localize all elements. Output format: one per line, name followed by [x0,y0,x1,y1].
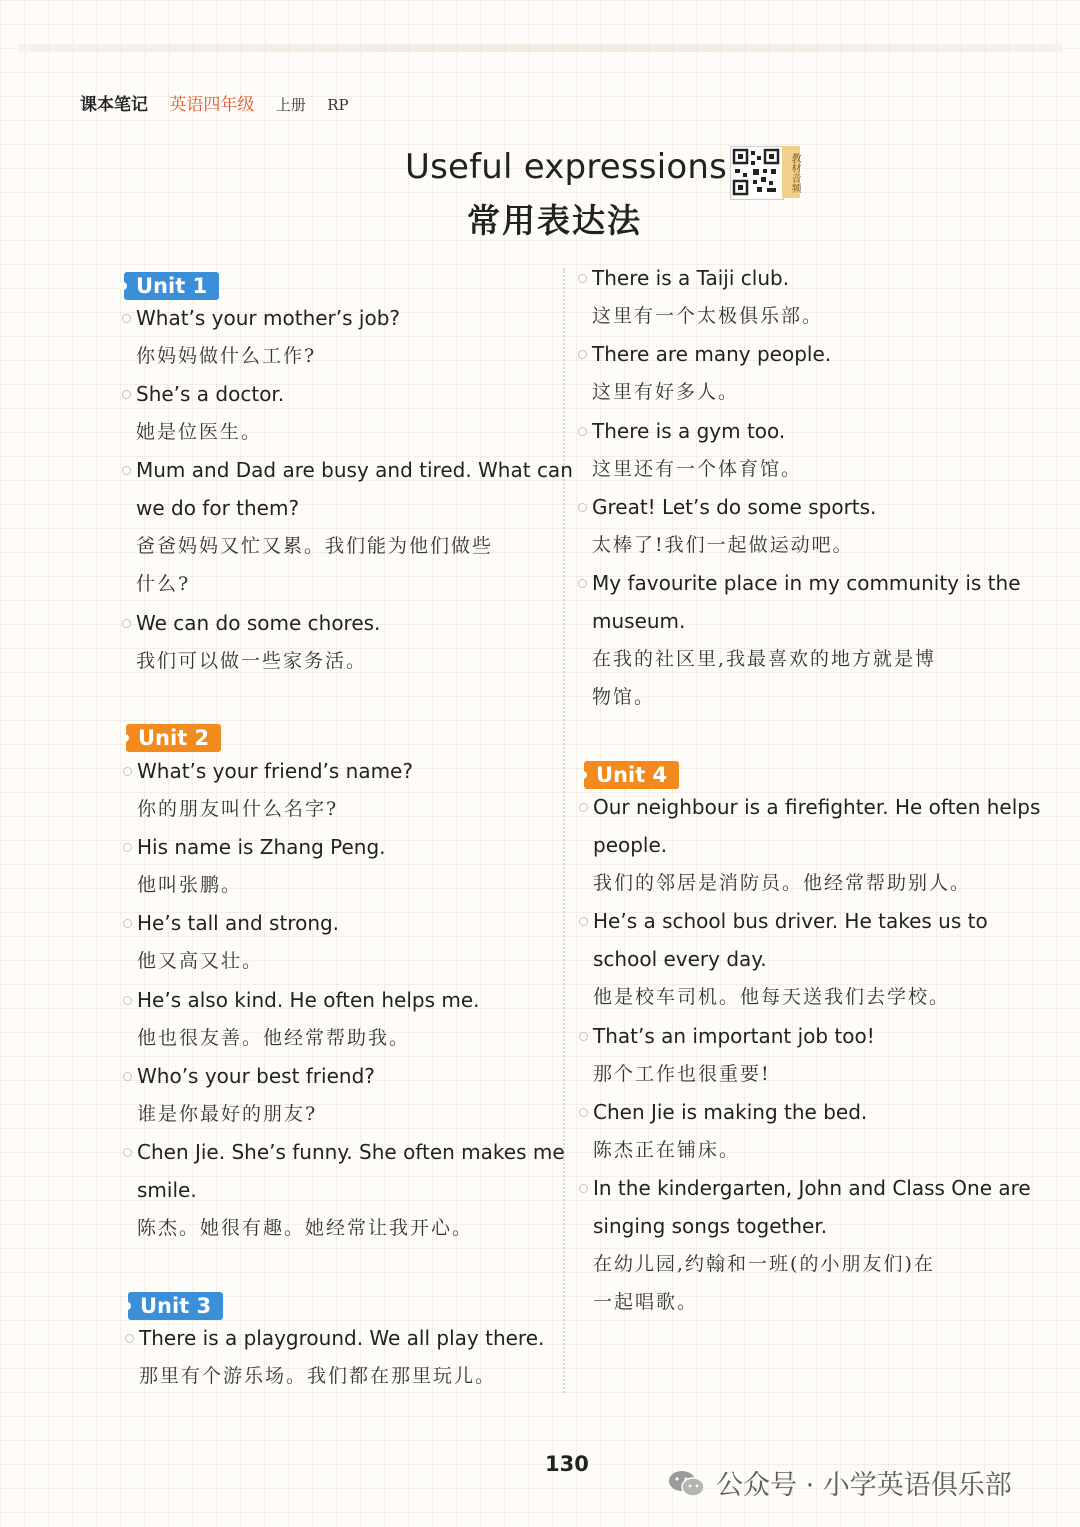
list-item: 爸爸妈妈又忙又累。我们能为他们做些 [136,535,494,557]
list-item: Who’s your best friend? [137,1064,375,1088]
list-item: 那个工作也很重要! [593,1063,771,1085]
list-item: school every day. [593,947,767,971]
bullet-icon [579,1184,588,1193]
list-item: His name is Zhang Peng. [137,835,386,859]
top-decoration-band [18,44,1062,52]
list-item: singing songs together. [593,1214,828,1238]
watermark-text: 公众号 · 小学英语俱乐部 [716,1470,1012,1501]
list-item: 这里还有一个体育馆。 [592,458,803,480]
bullet-icon [578,350,587,359]
list-item: He’s also kind. He often helps me. [137,988,480,1012]
list-item: There is a gym too. [592,419,786,443]
list-item: She’s a doctor. [136,382,285,406]
bullet-icon [579,1032,588,1041]
bullet-icon [123,919,132,928]
list-item: In the kindergarten, John and Class One are [593,1176,1031,1200]
unit-4-badge: Unit 4 [584,761,679,789]
list-item: Mum and Dad are busy and tired. What can [136,458,573,482]
list-item: He’s a school bus driver. He takes us to [593,909,988,933]
list-item: 什么? [136,573,191,595]
list-item: 物馆。 [592,686,656,708]
bullet-icon [578,579,587,588]
bullet-icon [579,1108,588,1117]
page-header [80,90,365,115]
bullet-icon [123,843,132,852]
volume-label: 上册 [275,96,306,114]
unit-3-badge: Unit 3 [128,1292,223,1320]
list-item: 他又高又壮。 [137,950,264,972]
list-item: smile. [137,1178,197,1202]
list-item: 他是校车司机。他每天送我们去学校。 [593,986,951,1008]
list-item: we do for them? [136,496,300,520]
list-item: 陈杰。她很有趣。她经常让我开心。 [137,1217,474,1239]
bullet-icon [123,996,132,1005]
list-item: 我们可以做一些家务活。 [136,650,368,672]
edition-label: RP [327,96,349,114]
bullet-icon [122,390,131,399]
bullet-icon [125,1334,134,1343]
unit-2-badge: Unit 2 [126,724,221,752]
list-item: 他也很友善。他经常帮助我。 [137,1027,411,1049]
list-item: 陈杰正在铺床。 [593,1139,741,1161]
list-item: people. [593,833,668,857]
bullet-icon [123,767,132,776]
bullet-icon [578,427,587,436]
qr-audio-tab: 教材音频 [782,146,800,198]
wechat-icon [668,1469,706,1499]
unit-1-badge: Unit 1 [124,272,219,300]
bullet-icon [122,466,131,475]
qr-code-icon[interactable] [730,146,784,200]
list-item: 他叫张鹏。 [137,874,243,896]
list-item: We can do some chores. [136,611,381,635]
title-english: Useful expressions [405,147,728,187]
list-item: museum. [592,609,686,633]
column-divider [563,268,565,1393]
bullet-icon [579,917,588,926]
list-item: What’s your friend’s name? [137,759,413,783]
list-item: Great! Let’s do some sports. [592,495,877,519]
list-item: 你的朋友叫什么名字? [137,798,339,820]
book-name: 课本笔记 [80,95,148,115]
bullet-icon [122,314,131,323]
bullet-icon [578,503,587,512]
list-item: Chen Jie. She’s funny. She often makes me [137,1140,565,1164]
list-item: What’s your mother’s job? [136,306,401,330]
bullet-icon [579,803,588,812]
list-item: 在幼儿园,约翰和一班(的小朋友们)在 [593,1253,935,1275]
list-item: That’s an important job too! [593,1024,875,1048]
list-item: There is a playground. We all play there. [139,1326,545,1350]
subject-grade: 英语四年级 [169,95,255,115]
list-item: There are many people. [592,342,832,366]
list-item: 那里有个游乐场。我们都在那里玩儿。 [139,1365,497,1387]
bullet-icon [123,1072,132,1081]
list-item: 这里有一个太极俱乐部。 [592,305,824,327]
list-item: Chen Jie is making the bed. [593,1100,868,1124]
list-item: 一起唱歌。 [593,1291,699,1313]
bullet-icon [578,274,587,283]
list-item: 这里有好多人。 [592,381,740,403]
list-item: 太棒了!我们一起做运动吧。 [592,534,854,556]
list-item: 她是位医生。 [136,421,263,443]
list-item: My favourite place in my community is the [592,571,1021,595]
bullet-icon [122,619,131,628]
page-number: 130 [545,1452,589,1476]
list-item: 我们的邻居是消防员。他经常帮助别人。 [593,872,972,894]
list-item: 谁是你最好的朋友? [137,1103,318,1125]
list-item: There is a Taiji club. [592,266,790,290]
list-item: Our neighbour is a firefighter. He often helps [593,795,1041,819]
title-chinese: 常用表达法 [467,201,642,240]
list-item: He’s tall and strong. [137,911,340,935]
bullet-icon [123,1148,132,1157]
list-item: 在我的社区里,我最喜欢的地方就是博 [592,648,937,670]
list-item: 你妈妈做什么工作? [136,345,317,367]
